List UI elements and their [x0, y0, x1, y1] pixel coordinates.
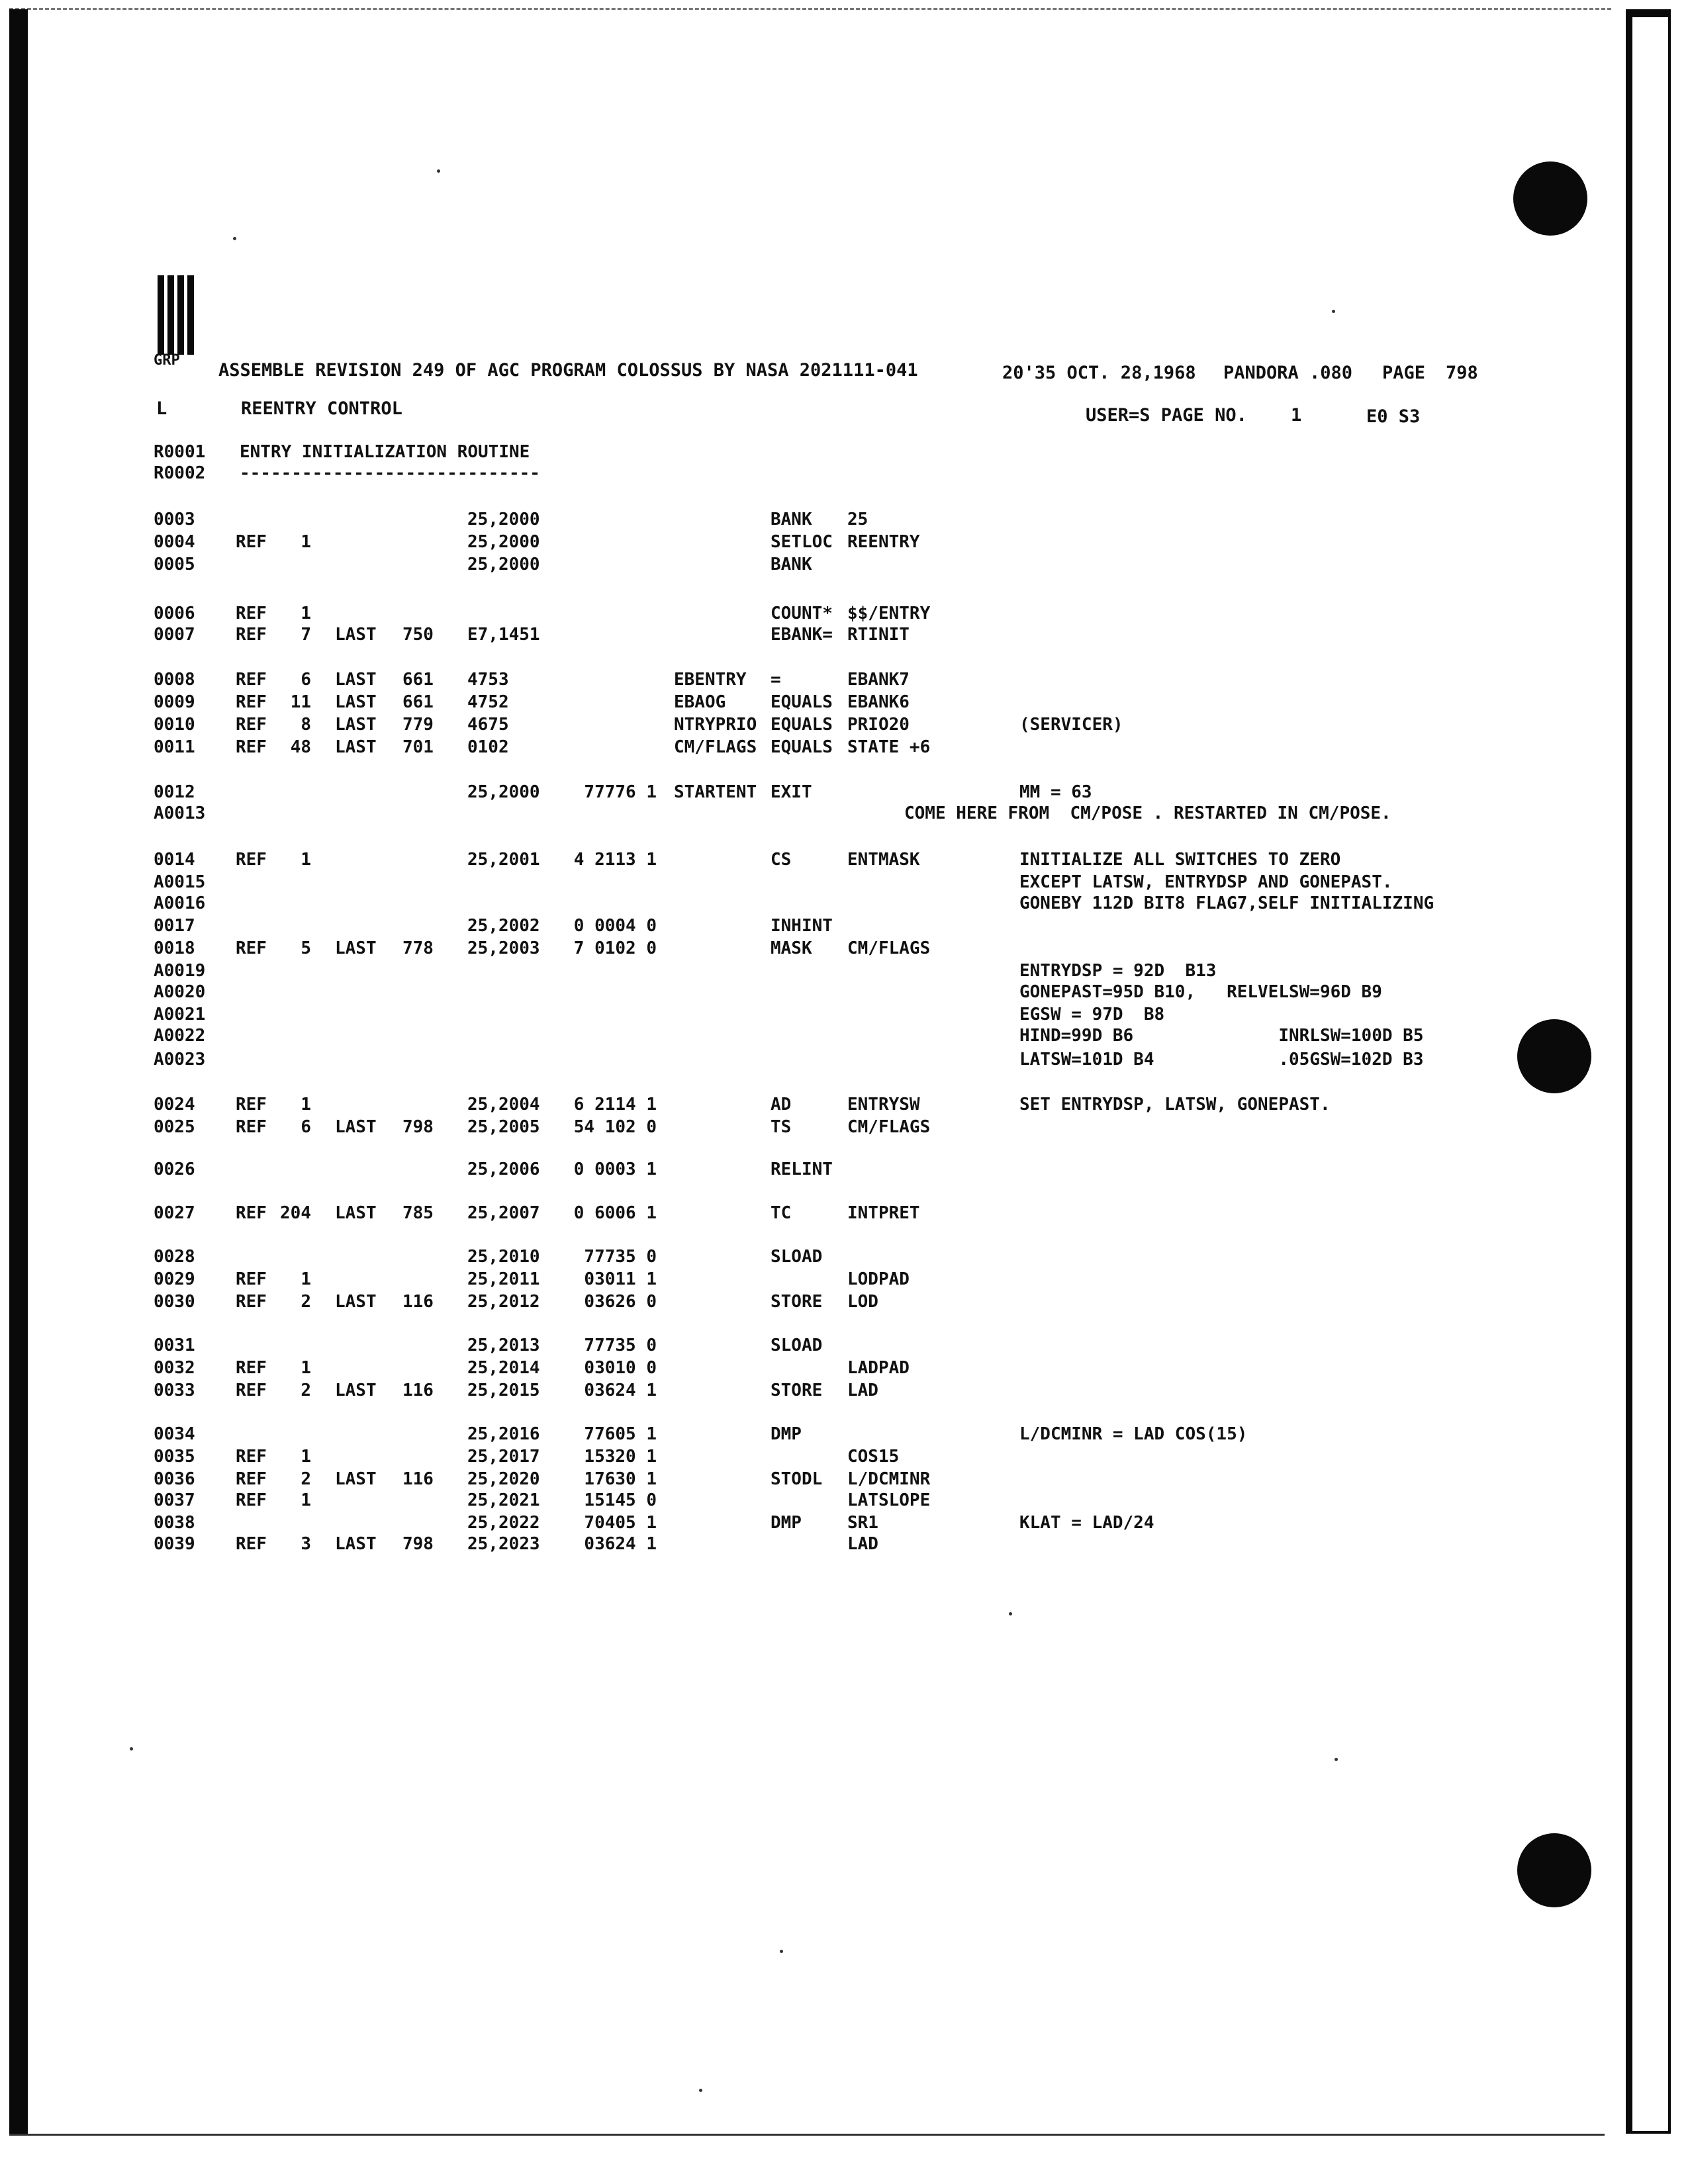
line-number: A0019 — [154, 961, 206, 981]
address: 25,2000 — [467, 555, 540, 574]
ref-count: 2 — [301, 1469, 311, 1489]
line-number: 0037 — [154, 1490, 195, 1510]
listing-system: PANDORA .080 — [1223, 363, 1353, 383]
octal-code: 77735 0 — [584, 1336, 657, 1355]
listing-line — [0, 692, 1622, 715]
ref-marker: REF — [236, 532, 267, 552]
ref-count: 8 — [301, 715, 311, 735]
line-number: 0011 — [154, 737, 195, 757]
operand: PRIO20 — [847, 715, 910, 735]
comment: GONEPAST=95D B10, RELVELSW=96D B9 — [1019, 982, 1382, 1002]
opcode: TC — [771, 1203, 792, 1223]
listing-line — [0, 872, 1622, 895]
last-marker: LAST — [335, 715, 377, 735]
opcode: EQUALS — [771, 737, 833, 757]
address: 25,2002 — [467, 916, 540, 936]
last-page: 701 — [402, 737, 434, 757]
listing-line — [0, 442, 1622, 465]
listing-line — [0, 715, 1622, 737]
last-page: 661 — [402, 670, 434, 690]
operand: CM/FLAGS — [847, 938, 931, 958]
address: 25,2014 — [467, 1358, 540, 1378]
opcode: BANK — [771, 555, 812, 574]
address: E7,1451 — [467, 625, 540, 645]
speck — [780, 1950, 783, 1953]
line-number: 0030 — [154, 1292, 195, 1312]
line-number: 0012 — [154, 782, 195, 802]
listing-line — [0, 1247, 1622, 1269]
operand: LOD — [847, 1292, 878, 1312]
ref-count: 2 — [301, 1381, 311, 1400]
ref-marker: REF — [236, 1469, 267, 1489]
opcode: INHINT — [771, 916, 833, 936]
ref-count: 1 — [301, 850, 311, 870]
last-marker: LAST — [335, 737, 377, 757]
ref-marker: REF — [236, 1269, 267, 1289]
last-marker: LAST — [335, 1203, 377, 1223]
listing-line — [0, 982, 1622, 1005]
listing-line — [0, 1095, 1622, 1117]
symbol-label: CM/FLAGS — [674, 737, 757, 757]
ref-marker: REF — [236, 670, 267, 690]
ref-marker: REF — [236, 1203, 267, 1223]
ref-marker: REF — [236, 1292, 267, 1312]
address: 25,2023 — [467, 1534, 540, 1554]
line-number: 0026 — [154, 1160, 195, 1179]
registration-mark — [158, 275, 195, 355]
listing-line — [0, 625, 1622, 647]
last-page: 750 — [402, 625, 434, 645]
listing-line — [0, 1026, 1622, 1048]
listing-line — [0, 782, 1622, 805]
octal-code: 03624 1 — [584, 1534, 657, 1554]
opcode: EQUALS — [771, 692, 833, 712]
opcode: STORE — [771, 1381, 823, 1400]
operand: L/DCMINR — [847, 1469, 931, 1489]
line-number: A0020 — [154, 982, 206, 1002]
octal-code: 0 0004 0 — [573, 916, 657, 936]
ref-count: 204 — [280, 1203, 311, 1223]
ref-marker: REF — [236, 1490, 267, 1510]
listing-line — [0, 1050, 1622, 1072]
comment: KLAT = LAD/24 — [1019, 1513, 1154, 1533]
operand: LADPAD — [847, 1358, 910, 1378]
ref-marker: REF — [236, 1534, 267, 1554]
listing-line — [0, 1269, 1622, 1292]
speck — [699, 2089, 702, 2092]
address: 25,2003 — [467, 938, 540, 958]
line-number: 0027 — [154, 1203, 195, 1223]
listing-line — [0, 737, 1622, 760]
listing-line — [0, 604, 1622, 626]
last-marker: LAST — [335, 625, 377, 645]
opcode: DMP — [771, 1513, 802, 1533]
line-number: 0028 — [154, 1247, 195, 1267]
operand: ENTMASK — [847, 850, 920, 870]
line-number: 0039 — [154, 1534, 195, 1554]
line-number: 0003 — [154, 510, 195, 529]
ref-marker: REF — [236, 1095, 267, 1115]
last-page: 778 — [402, 938, 434, 958]
symbol-label: STARTENT — [674, 782, 757, 802]
octal-code: 70405 1 — [584, 1513, 657, 1533]
symbol-label: EBENTRY — [674, 670, 747, 690]
listing-line — [0, 1358, 1622, 1381]
listing-line — [0, 1292, 1622, 1314]
comment-centered: COME HERE FROM CM/POSE . RESTARTED IN CM/POSE. — [904, 803, 1391, 823]
opcode: EQUALS — [771, 715, 833, 735]
address: 25,2012 — [467, 1292, 540, 1312]
listing-line — [0, 1424, 1622, 1447]
listing-line — [0, 1203, 1622, 1226]
address: 25,2010 — [467, 1247, 540, 1267]
line-number: 0007 — [154, 625, 195, 645]
operand: 25 — [847, 510, 868, 529]
line-number: A0021 — [154, 1005, 206, 1024]
listing-line — [0, 1469, 1622, 1492]
operand: INTPRET — [847, 1203, 920, 1223]
last-marker: LAST — [335, 1292, 377, 1312]
operand: LODPAD — [847, 1269, 910, 1289]
line-number: A0023 — [154, 1050, 206, 1069]
comment: MM = 63 — [1019, 782, 1092, 802]
ref-count: 7 — [301, 625, 311, 645]
address: 4752 — [467, 692, 509, 712]
opcode: STODL — [771, 1469, 823, 1489]
operand: COS15 — [847, 1447, 900, 1467]
line-number: 0036 — [154, 1469, 195, 1489]
listing-line — [0, 1336, 1622, 1358]
last-marker: LAST — [335, 670, 377, 690]
listing-line — [0, 1005, 1622, 1027]
ref-marker: REF — [236, 625, 267, 645]
punch-hole-bottom — [1517, 1833, 1591, 1907]
line-number: A0013 — [154, 803, 206, 823]
address: 25,2020 — [467, 1469, 540, 1489]
user-page-label: USER=S PAGE NO. — [1086, 405, 1247, 426]
address: 4675 — [467, 715, 509, 735]
speck — [233, 237, 236, 240]
line-number: 0038 — [154, 1513, 195, 1533]
operand: $$/ENTRY — [847, 604, 931, 623]
heading-comment: ENTRY INITIALIZATION ROUTINE — [240, 442, 530, 462]
listing-page-number: 798 — [1446, 363, 1478, 383]
line-number: 0032 — [154, 1358, 195, 1378]
last-marker: LAST — [335, 692, 377, 712]
ref-count: 5 — [301, 938, 311, 958]
ref-count: 1 — [301, 1269, 311, 1289]
ref-count: 1 — [301, 1490, 311, 1510]
comment: LATSW=101D B4 .05GSW=102D B3 — [1019, 1050, 1424, 1069]
operand: STATE +6 — [847, 737, 931, 757]
ref-marker: REF — [236, 1447, 267, 1467]
last-page: 116 — [402, 1292, 434, 1312]
line-number: R0001 — [154, 442, 206, 462]
line-number: A0022 — [154, 1026, 206, 1046]
ref-count: 1 — [301, 604, 311, 623]
ref-count: 11 — [290, 692, 311, 712]
ref-marker: REF — [236, 1381, 267, 1400]
user-page-number: 1 — [1291, 405, 1302, 426]
address: 25,2013 — [467, 1336, 540, 1355]
line-number: 0029 — [154, 1269, 195, 1289]
opcode: DMP — [771, 1424, 802, 1444]
octal-code: 7 0102 0 — [573, 938, 657, 958]
ref-count: 6 — [301, 1117, 311, 1137]
address: 0102 — [467, 737, 509, 757]
listing-line — [0, 1534, 1622, 1557]
opcode: = — [771, 670, 781, 690]
listing-line — [0, 1381, 1622, 1403]
last-marker: LAST — [335, 938, 377, 958]
operand: LAD — [847, 1534, 878, 1554]
address: 25,2005 — [467, 1117, 540, 1137]
last-page: 785 — [402, 1203, 434, 1223]
address: 25,2022 — [467, 1513, 540, 1533]
address: 4753 — [467, 670, 509, 690]
line-number: 0009 — [154, 692, 195, 712]
address: 25,2017 — [467, 1447, 540, 1467]
comment: EXCEPT LATSW, ENTRYDSP AND GONEPAST. — [1019, 872, 1393, 892]
listing-line — [0, 916, 1622, 938]
section-title: REENTRY CONTROL — [241, 398, 402, 419]
speck — [1009, 1612, 1012, 1615]
page-right-edge-frame — [1626, 9, 1671, 2134]
symbol-label: EBAOG — [674, 692, 726, 712]
address: 25,2001 — [467, 850, 540, 870]
address: 25,2000 — [467, 532, 540, 552]
last-marker: LAST — [335, 1469, 377, 1489]
opcode: COUNT* — [771, 604, 833, 623]
ref-marker: REF — [236, 715, 267, 735]
speck — [437, 169, 440, 173]
last-page: 661 — [402, 692, 434, 712]
address: 25,2000 — [467, 782, 540, 802]
line-number: 0033 — [154, 1381, 195, 1400]
octal-code: 15145 0 — [584, 1490, 657, 1510]
listing-line — [0, 1117, 1622, 1140]
comment: ENTRYDSP = 92D B13 — [1019, 961, 1217, 981]
listing-page-label: PAGE — [1382, 363, 1426, 383]
opcode: TS — [771, 1117, 792, 1137]
last-page: 798 — [402, 1117, 434, 1137]
opcode: SLOAD — [771, 1247, 823, 1267]
ref-count: 1 — [301, 1095, 311, 1115]
opcode: RELINT — [771, 1160, 833, 1179]
heading-comment: ----------------------------- — [240, 463, 540, 483]
octal-code: 17630 1 — [584, 1469, 657, 1489]
opcode: SLOAD — [771, 1336, 823, 1355]
operand: EBANK7 — [847, 670, 910, 690]
last-page: 116 — [402, 1469, 434, 1489]
ref-marker: REF — [236, 850, 267, 870]
octal-code: 0 6006 1 — [573, 1203, 657, 1223]
listing-line — [0, 1447, 1622, 1469]
punch-hole-top — [1513, 161, 1587, 236]
octal-code: 77605 1 — [584, 1424, 657, 1444]
comment: (SERVICER) — [1019, 715, 1123, 735]
operand: EBANK6 — [847, 692, 910, 712]
operand: CM/FLAGS — [847, 1117, 931, 1137]
listing-title: ASSEMBLE REVISION 249 OF AGC PROGRAM COLOSSUS BY NASA 2021111-041 — [218, 360, 918, 381]
line-number: 0005 — [154, 555, 195, 574]
speck — [1332, 310, 1335, 313]
opcode: BANK — [771, 510, 812, 529]
listing-line — [0, 670, 1622, 692]
line-number: A0016 — [154, 893, 206, 913]
address: 25,2007 — [467, 1203, 540, 1223]
line-number: 0004 — [154, 532, 195, 552]
listing-datetime: 20'35 OCT. 28,1968 — [1002, 363, 1196, 383]
octal-code: 54 102 0 — [573, 1117, 657, 1137]
octal-code: 77735 0 — [584, 1247, 657, 1267]
ref-count: 1 — [301, 1358, 311, 1378]
octal-code: 03010 0 — [584, 1358, 657, 1378]
ref-count: 1 — [301, 532, 311, 552]
line-number: 0010 — [154, 715, 195, 735]
listing-line — [0, 510, 1622, 532]
line-number: 0018 — [154, 938, 195, 958]
operand: REENTRY — [847, 532, 920, 552]
registration-code: GRP — [154, 352, 180, 369]
comment: HIND=99D B6 INRLSW=100D B5 — [1019, 1026, 1424, 1046]
ref-count: 6 — [301, 670, 311, 690]
ref-marker: REF — [236, 737, 267, 757]
octal-code: 77776 1 — [584, 782, 657, 802]
ref-count: 2 — [301, 1292, 311, 1312]
address: 25,2006 — [467, 1160, 540, 1179]
listing-line — [0, 803, 1622, 826]
comment: GONEBY 112D BIT8 FLAG7,SELF INITIALIZING — [1019, 893, 1434, 913]
line-number: 0014 — [154, 850, 195, 870]
listing-line — [0, 850, 1622, 872]
operand: LAD — [847, 1381, 878, 1400]
opcode: EBANK= — [771, 625, 833, 645]
operand: ENTRYSW — [847, 1095, 920, 1115]
octal-code: 15320 1 — [584, 1447, 657, 1467]
line-number: 0031 — [154, 1336, 195, 1355]
opcode: AD — [771, 1095, 792, 1115]
symbol-label: NTRYPRIO — [674, 715, 757, 735]
octal-code: 6 2114 1 — [573, 1095, 657, 1115]
ref-count: 3 — [301, 1534, 311, 1554]
line-number: 0025 — [154, 1117, 195, 1137]
octal-code: 4 2113 1 — [573, 850, 657, 870]
ref-marker: REF — [236, 1117, 267, 1137]
ref-marker: REF — [236, 692, 267, 712]
operand: LATSLOPE — [847, 1490, 931, 1510]
line-number: 0024 — [154, 1095, 195, 1115]
last-marker: LAST — [335, 1381, 377, 1400]
speck — [130, 1747, 133, 1751]
last-page: 116 — [402, 1381, 434, 1400]
last-marker: LAST — [335, 1534, 377, 1554]
listing-line — [0, 1160, 1622, 1182]
ref-count: 1 — [301, 1447, 311, 1467]
line-number: 0008 — [154, 670, 195, 690]
line-number: 0017 — [154, 916, 195, 936]
comment: L/DCMINR = LAD COS(15) — [1019, 1424, 1248, 1444]
listing-line — [0, 1513, 1622, 1535]
opcode: MASK — [771, 938, 812, 958]
section-tag: E0 S3 — [1366, 406, 1421, 427]
address: 25,2004 — [467, 1095, 540, 1115]
octal-code: 03626 0 — [584, 1292, 657, 1312]
address: 25,2021 — [467, 1490, 540, 1510]
listing-line — [0, 1490, 1622, 1513]
octal-code: 0 0003 1 — [573, 1160, 657, 1179]
ref-marker: REF — [236, 604, 267, 623]
listing-line — [0, 893, 1622, 916]
listing-line — [0, 463, 1622, 486]
line-number: R0002 — [154, 463, 206, 483]
comment: SET ENTRYDSP, LATSW, GONEPAST. — [1019, 1095, 1331, 1115]
operand: RTINIT — [847, 625, 910, 645]
address: 25,2000 — [467, 510, 540, 529]
address: 25,2011 — [467, 1269, 540, 1289]
opcode: CS — [771, 850, 792, 870]
ref-marker: REF — [236, 938, 267, 958]
address: 25,2016 — [467, 1424, 540, 1444]
ref-marker: REF — [236, 1358, 267, 1378]
line-number: A0015 — [154, 872, 206, 892]
listing-line — [0, 938, 1622, 961]
page-bottom-edge — [9, 2134, 1605, 2136]
comment: EGSW = 97D B8 — [1019, 1005, 1165, 1024]
page-top-edge — [9, 8, 1611, 10]
address: 25,2015 — [467, 1381, 540, 1400]
line-number: 0006 — [154, 604, 195, 623]
listing-line — [0, 961, 1622, 983]
comment: INITIALIZE ALL SWITCHES TO ZERO — [1019, 850, 1341, 870]
last-page: 779 — [402, 715, 434, 735]
octal-code: 03011 1 — [584, 1269, 657, 1289]
speck — [1335, 1758, 1338, 1761]
line-number: 0034 — [154, 1424, 195, 1444]
opcode: SETLOC — [771, 532, 833, 552]
ref-count: 48 — [290, 737, 311, 757]
opcode: EXIT — [771, 782, 812, 802]
line-number: 0035 — [154, 1447, 195, 1467]
octal-code: 03624 1 — [584, 1381, 657, 1400]
log-marker: L — [156, 398, 167, 419]
listing-line — [0, 555, 1622, 577]
last-marker: LAST — [335, 1117, 377, 1137]
opcode: STORE — [771, 1292, 823, 1312]
listing-line — [0, 532, 1622, 555]
last-page: 798 — [402, 1534, 434, 1554]
operand: SR1 — [847, 1513, 878, 1533]
